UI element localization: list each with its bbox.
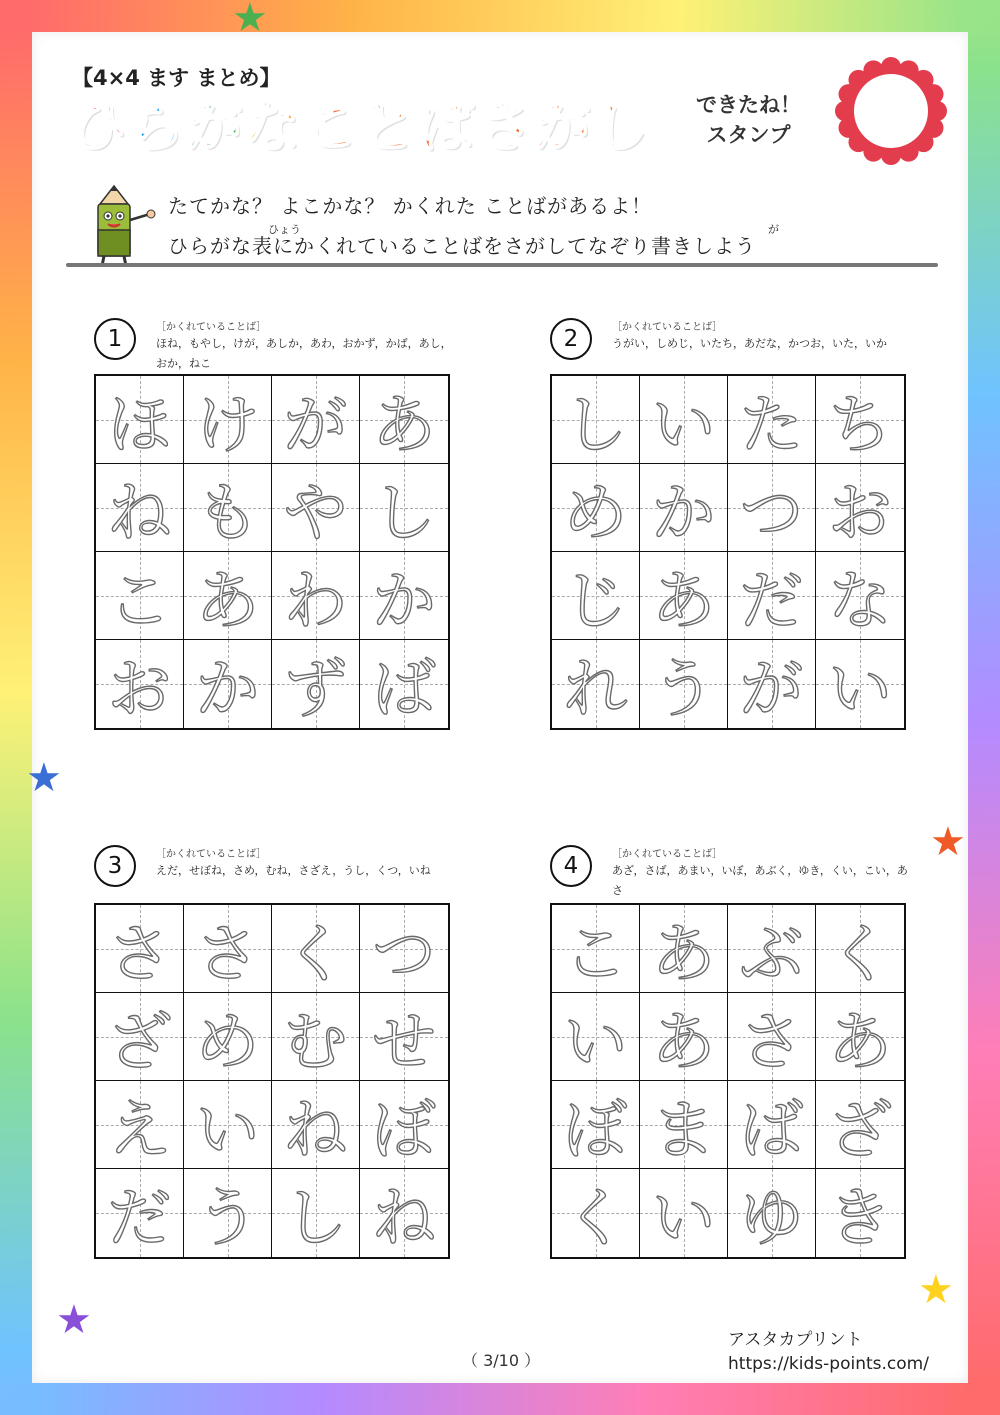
grid-cell[interactable] bbox=[96, 464, 184, 552]
grid-cell[interactable] bbox=[272, 376, 360, 464]
stamp-label bbox=[696, 90, 801, 150]
grid-cell[interactable] bbox=[728, 905, 816, 993]
tracing-character: あ bbox=[372, 388, 436, 463]
grid-cell[interactable] bbox=[96, 1169, 184, 1257]
grid-cell[interactable] bbox=[640, 905, 728, 993]
tracing-character: い bbox=[563, 1005, 628, 1080]
grid-cell[interactable] bbox=[184, 640, 272, 728]
grid-cell[interactable] bbox=[272, 1169, 360, 1257]
grid-cell[interactable] bbox=[272, 640, 360, 728]
grid-cell[interactable] bbox=[816, 464, 904, 552]
tracing-character: ね bbox=[283, 1093, 348, 1168]
word-search-grid bbox=[94, 374, 450, 730]
tracing-character: な bbox=[828, 564, 892, 639]
grid-cell[interactable] bbox=[816, 993, 904, 1081]
grid-cell[interactable] bbox=[552, 376, 640, 464]
tracing-character: ぼ bbox=[563, 1093, 628, 1168]
grid-cell[interactable] bbox=[360, 905, 448, 993]
tracing-character: い bbox=[651, 388, 716, 463]
tracing-character: い bbox=[195, 1093, 260, 1168]
tracing-character: き bbox=[828, 1182, 892, 1256]
tracing-character: ぼ bbox=[372, 1093, 436, 1168]
title-part-kotoba: ことばさがし bbox=[302, 95, 650, 160]
title-char: ひ bbox=[70, 95, 128, 160]
tracing-character: さ bbox=[107, 917, 172, 992]
star-icon: ★ bbox=[930, 819, 966, 865]
grid-cell[interactable] bbox=[552, 993, 640, 1081]
tracing-character: ゆ bbox=[739, 1182, 804, 1256]
grid-cell[interactable] bbox=[816, 552, 904, 640]
grid-cell[interactable] bbox=[816, 640, 904, 728]
title-char: な bbox=[244, 95, 302, 160]
ruby-ga: が bbox=[768, 223, 779, 236]
grid-cell[interactable] bbox=[360, 993, 448, 1081]
tracing-character: い bbox=[828, 653, 892, 727]
tracing-character: え bbox=[107, 1093, 172, 1168]
grid-cell[interactable] bbox=[360, 552, 448, 640]
tracing-character: が bbox=[739, 653, 804, 727]
tracing-character: ね bbox=[107, 476, 172, 551]
grid-cell[interactable] bbox=[640, 464, 728, 552]
grid-cell[interactable] bbox=[728, 552, 816, 640]
grid-cell[interactable] bbox=[640, 1081, 728, 1169]
grid-cell[interactable] bbox=[552, 1081, 640, 1169]
grid-cell[interactable] bbox=[552, 552, 640, 640]
tracing-character: く bbox=[828, 917, 892, 992]
tracing-character: が bbox=[283, 388, 348, 463]
tracing-character: あ bbox=[651, 917, 716, 992]
grid-cell[interactable] bbox=[96, 993, 184, 1081]
grid-cell[interactable] bbox=[728, 1169, 816, 1257]
tracing-character: ぶ bbox=[739, 917, 804, 992]
tracing-character: ば bbox=[739, 1093, 804, 1168]
tracing-character: お bbox=[107, 653, 172, 727]
hidden-word-list: ほね，もやし，けが，あしか，あわ，おかず，かば，あし，おか，ねこ bbox=[156, 337, 452, 370]
title-char: が bbox=[186, 95, 244, 160]
grid-cell[interactable] bbox=[184, 905, 272, 993]
puzzle-number: 2 bbox=[550, 318, 592, 360]
tracing-character: わ bbox=[283, 564, 348, 639]
grid-cell[interactable] bbox=[816, 376, 904, 464]
tracing-character: く bbox=[563, 1182, 628, 1256]
tracing-character: あ bbox=[651, 1005, 716, 1080]
tracing-character: ち bbox=[828, 388, 892, 463]
puzzle-number: 4 bbox=[550, 845, 592, 887]
pencil-mascot-icon bbox=[80, 184, 158, 268]
credit bbox=[728, 1328, 929, 1376]
word-search-grid bbox=[94, 903, 450, 1259]
title-char: ら bbox=[128, 95, 186, 160]
tracing-character: ざ bbox=[828, 1093, 892, 1168]
tracing-character: か bbox=[195, 653, 260, 727]
grid-cell[interactable] bbox=[816, 905, 904, 993]
grid-cell[interactable] bbox=[640, 552, 728, 640]
grid-cell[interactable] bbox=[552, 464, 640, 552]
tracing-character: れ bbox=[563, 653, 628, 727]
tracing-character: お bbox=[828, 476, 892, 551]
grid-cell[interactable] bbox=[728, 464, 816, 552]
hidden-word-list: えだ，せぼね，さめ，むね，さざえ，うし，くつ，いね bbox=[156, 864, 431, 877]
grid-cell[interactable] bbox=[96, 1081, 184, 1169]
hidden-word-list: うがい，しめじ，いたち，あだな，かつお，いた，いか bbox=[612, 337, 887, 350]
tracing-character: し bbox=[283, 1182, 348, 1256]
ruby-hyou: ひょう bbox=[268, 223, 301, 236]
grid-cell[interactable] bbox=[184, 552, 272, 640]
grid-cell[interactable] bbox=[640, 376, 728, 464]
stamp-label-line2: スタンプ bbox=[706, 123, 791, 147]
tracing-character: じ bbox=[563, 564, 628, 639]
tracing-character: だ bbox=[107, 1182, 172, 1256]
tracing-character: ず bbox=[283, 653, 348, 727]
instruction-line-2: ひらがな表にかくれていることばをさがしてなぞり書きしよう bbox=[168, 234, 756, 258]
grid-cell[interactable] bbox=[640, 993, 728, 1081]
tracing-character: ざ bbox=[107, 1005, 172, 1080]
tracing-character: ね bbox=[372, 1182, 436, 1256]
grid-cell[interactable] bbox=[728, 1081, 816, 1169]
grid-cell[interactable] bbox=[552, 640, 640, 728]
tracing-character: む bbox=[283, 1005, 348, 1080]
tracing-character: か bbox=[651, 476, 716, 551]
grid-cell[interactable] bbox=[272, 552, 360, 640]
tracing-character: く bbox=[283, 917, 348, 992]
grid-cell[interactable] bbox=[640, 640, 728, 728]
grid-cell[interactable] bbox=[728, 640, 816, 728]
stamp-label-line1: できたね！ bbox=[696, 93, 801, 117]
star-icon: ★ bbox=[918, 1267, 954, 1313]
tracing-character: し bbox=[372, 476, 436, 551]
title-part-hiragana bbox=[70, 95, 302, 160]
tracing-character: も bbox=[195, 476, 260, 551]
tracing-character: め bbox=[563, 476, 628, 551]
tracing-character: け bbox=[195, 388, 260, 463]
tracing-character: さ bbox=[739, 1005, 804, 1080]
grid-cell[interactable] bbox=[184, 376, 272, 464]
tracing-character: あ bbox=[651, 564, 716, 639]
grid-cell[interactable] bbox=[640, 1169, 728, 1257]
grid-cell[interactable] bbox=[272, 905, 360, 993]
puzzle-number: 1 bbox=[94, 318, 136, 360]
grid-cell[interactable] bbox=[816, 1169, 904, 1257]
worksheet-title bbox=[70, 96, 650, 160]
puzzle-number: 3 bbox=[94, 845, 136, 887]
tracing-character: た bbox=[739, 388, 804, 463]
hint-header: ［かくれていることば］ bbox=[156, 322, 267, 333]
tracing-character: せ bbox=[372, 1005, 436, 1080]
grid-cell[interactable] bbox=[272, 1081, 360, 1169]
tracing-character: あ bbox=[828, 1005, 892, 1080]
word-search-grid bbox=[550, 374, 906, 730]
page-number: （ 3/10 ） bbox=[462, 1351, 541, 1370]
grid-cell[interactable] bbox=[96, 905, 184, 993]
grid-cell[interactable] bbox=[728, 993, 816, 1081]
worksheet-subtitle: 【4×4 ます まとめ】 bbox=[72, 66, 281, 90]
site-url: https://kids-points.com/ bbox=[728, 1354, 929, 1374]
tracing-character: い bbox=[651, 1182, 716, 1256]
grid-cell[interactable] bbox=[272, 993, 360, 1081]
grid-cell[interactable] bbox=[184, 993, 272, 1081]
tracing-character: う bbox=[651, 653, 716, 727]
grid-cell[interactable] bbox=[360, 376, 448, 464]
header-divider bbox=[66, 263, 938, 267]
tracing-character: う bbox=[195, 1182, 260, 1256]
hint-header: ［かくれていることば］ bbox=[156, 849, 267, 860]
grid-cell[interactable] bbox=[552, 905, 640, 993]
tracing-character: つ bbox=[739, 476, 804, 551]
hint-header: ［かくれていることば］ bbox=[612, 849, 723, 860]
instruction-line-1: たてかな？ よこかな？ かくれた ことばがあるよ！ bbox=[168, 194, 653, 218]
tracing-character: だ bbox=[739, 564, 804, 639]
grid-cell[interactable] bbox=[272, 464, 360, 552]
grid-cell[interactable] bbox=[96, 552, 184, 640]
grid-cell[interactable] bbox=[360, 640, 448, 728]
word-search-grid bbox=[550, 903, 906, 1259]
grid-cell[interactable] bbox=[184, 1169, 272, 1257]
hint-header: ［かくれていることば］ bbox=[612, 322, 723, 333]
tracing-character: か bbox=[372, 564, 436, 639]
grid-cell[interactable] bbox=[552, 1169, 640, 1257]
grid-cell[interactable] bbox=[360, 464, 448, 552]
tracing-character: し bbox=[563, 388, 628, 463]
grid-cell[interactable] bbox=[360, 1169, 448, 1257]
grid-cell[interactable] bbox=[96, 376, 184, 464]
tracing-character: ま bbox=[651, 1093, 716, 1168]
brand-name: アスタカプリント bbox=[728, 1330, 863, 1350]
tracing-character: さ bbox=[195, 917, 260, 992]
tracing-character: あ bbox=[195, 564, 260, 639]
tracing-character: ば bbox=[372, 653, 436, 727]
tracing-character: こ bbox=[563, 917, 628, 992]
star-icon: ★ bbox=[232, 0, 268, 41]
grid-cell[interactable] bbox=[816, 1081, 904, 1169]
tracing-character: こ bbox=[107, 564, 172, 639]
stamp-flower-icon bbox=[826, 56, 956, 166]
tracing-character: め bbox=[195, 1005, 260, 1080]
grid-cell[interactable] bbox=[96, 640, 184, 728]
star-icon: ★ bbox=[56, 1297, 92, 1343]
star-icon: ★ bbox=[26, 755, 62, 801]
grid-cell[interactable] bbox=[728, 376, 816, 464]
grid-cell[interactable] bbox=[360, 1081, 448, 1169]
grid-cell[interactable] bbox=[184, 464, 272, 552]
tracing-character: や bbox=[283, 476, 348, 551]
hidden-word-list: あざ，さば，あまい，いぼ，あぶく，ゆき，くい，こい，あさ bbox=[612, 864, 908, 897]
tracing-character: ほ bbox=[107, 388, 172, 463]
grid-cell[interactable] bbox=[184, 1081, 272, 1169]
tracing-character: つ bbox=[372, 917, 436, 992]
